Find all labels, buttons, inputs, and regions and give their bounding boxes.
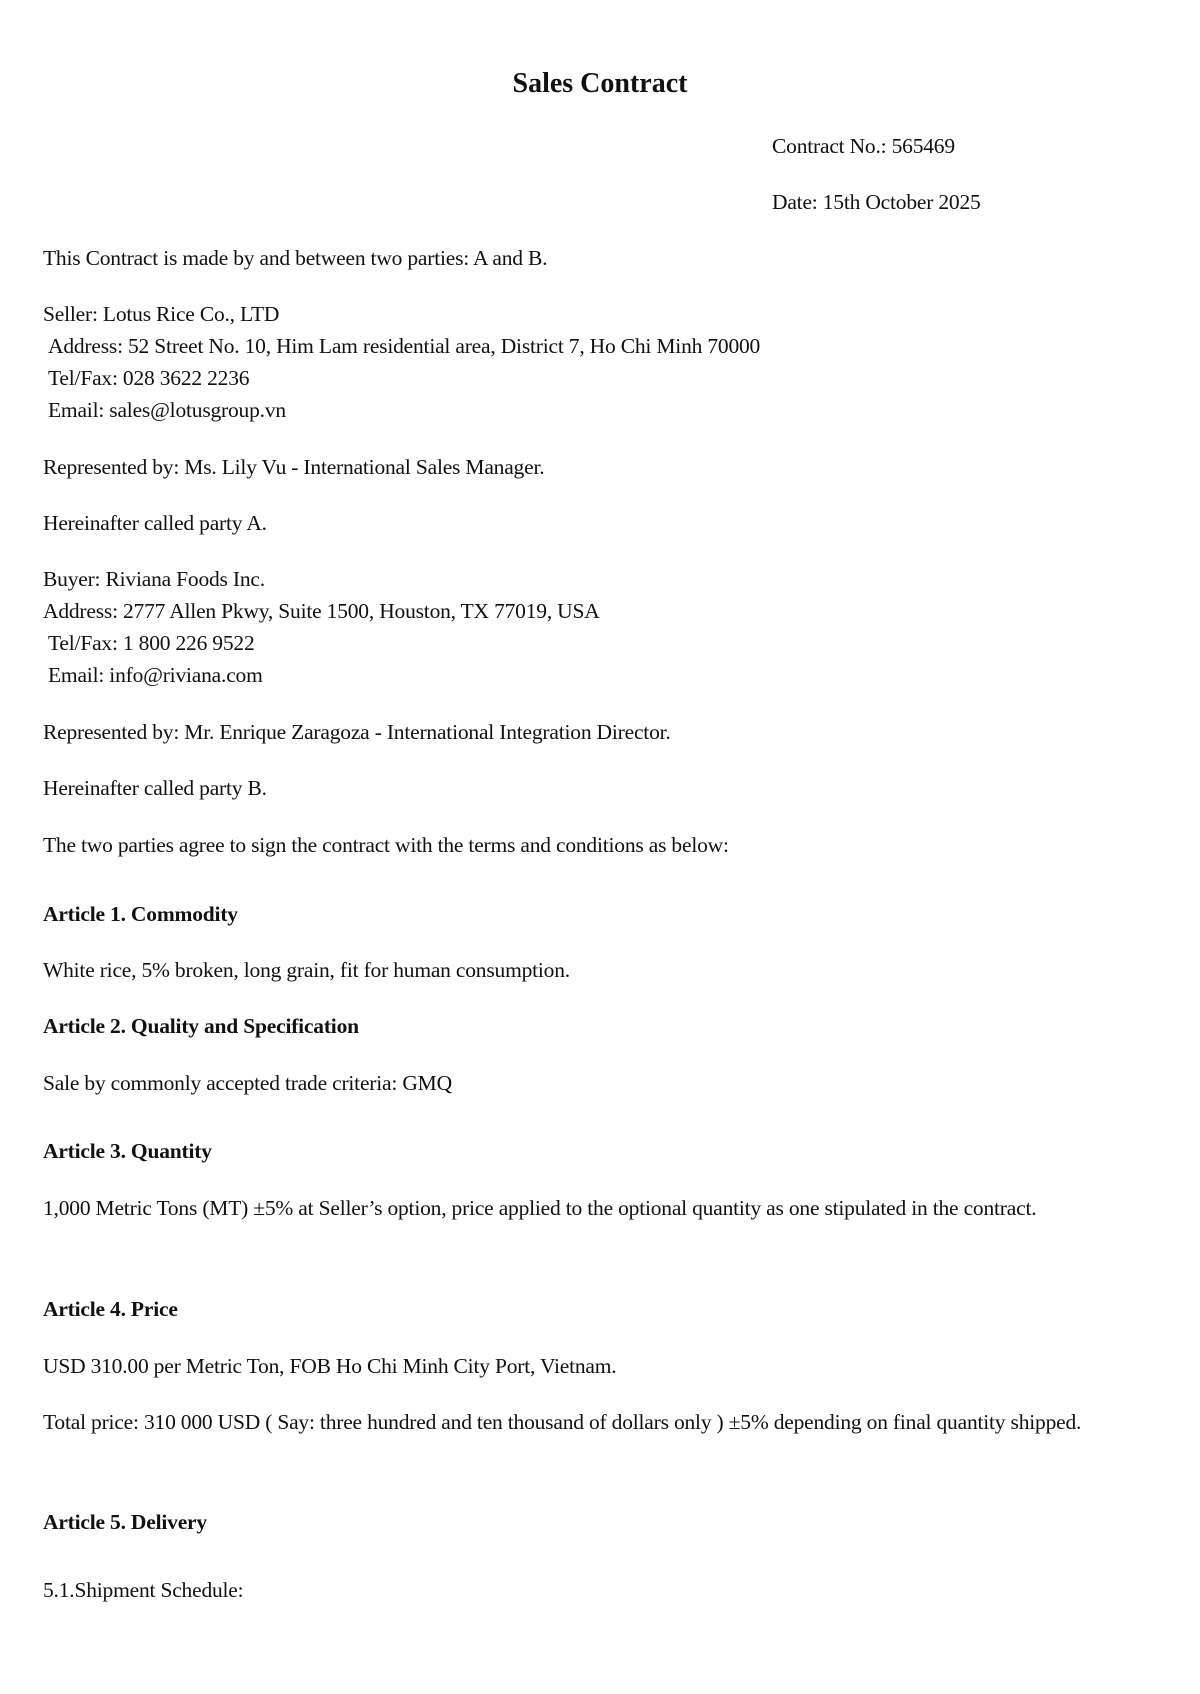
buyer-name: Buyer: Riviana Foods Inc. <box>43 567 265 591</box>
seller-represented: Represented by: Ms. Lily Vu - International Sales Manager. <box>43 455 545 479</box>
article-5-heading: Article 5. Delivery <box>43 1510 207 1534</box>
buyer-email: Email: info@riviana.com <box>48 663 263 687</box>
article-4-heading: Article 4. Price <box>43 1297 178 1321</box>
contract-date: Date: 15th October 2025 <box>772 190 981 214</box>
article-3-heading: Article 3. Quantity <box>43 1139 212 1163</box>
article-4-body: USD 310.00 per Metric Ton, FOB Ho Chi Minh City Port, Vietnam. <box>43 1354 617 1378</box>
seller-name: Seller: Lotus Rice Co., LTD <box>43 302 280 326</box>
article-4-total: Total price: 310 000 USD ( Say: three hundred and ten thousand of dollars only ) ±5% depending on final quantity shipped. <box>43 1410 1082 1434</box>
seller-email: Email: sales@lotusgroup.vn <box>48 398 286 422</box>
seller-tel: Tel/Fax: 028 3622 2236 <box>48 366 250 390</box>
buyer-represented: Represented by: Mr. Enrique Zaragoza - International Integration Director. <box>43 720 671 744</box>
article-1-body: White rice, 5% broken, long grain, fit for human consumption. <box>43 958 570 982</box>
article-2-heading: Article 2. Quality and Specification <box>43 1014 359 1038</box>
article-2-body: Sale by commonly accepted trade criteria: GMQ <box>43 1071 452 1095</box>
intro-text: This Contract is made by and between two parties: A and B. <box>43 246 548 270</box>
article-3-body: 1,000 Metric Tons (MT) ±5% at Seller’s option, price applied to the optional quantity as one stipulated in the contract. <box>43 1196 1037 1220</box>
buyer-hereinafter: Hereinafter called party B. <box>43 776 267 800</box>
agreement-text: The two parties agree to sign the contract with the terms and conditions as below: <box>43 833 729 857</box>
document-title: Sales Contract <box>512 68 688 99</box>
buyer-address: Address: 2777 Allen Pkwy, Suite 1500, Houston, TX 77019, USA <box>43 599 600 623</box>
seller-address: Address: 52 Street No. 10, Him Lam residential area, District 7, Ho Chi Minh 70000 <box>48 334 761 358</box>
article-5-shipment-schedule: 5.1.Shipment Schedule: <box>43 1578 244 1602</box>
contract-number: Contract No.: 565469 <box>772 134 955 158</box>
buyer-tel: Tel/Fax: 1 800 226 9522 <box>48 631 255 655</box>
seller-hereinafter: Hereinafter called party A. <box>43 511 267 535</box>
article-1-heading: Article 1. Commodity <box>43 902 238 926</box>
